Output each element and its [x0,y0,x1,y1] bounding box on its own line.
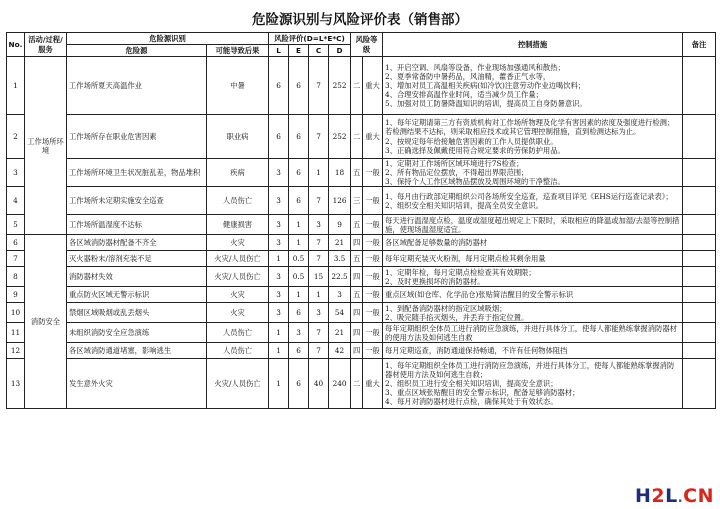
c-value: 7 [309,235,329,251]
measure-line: 4、合理安排高温作业时间，适当减少员工作量； [385,90,543,100]
risk-grade: 三 [351,187,363,215]
measure-line: 重点区域(如仓库、化学品仓)张贴简洁醒目的安全警示标识 [385,290,574,300]
table-row [7,115,716,159]
consequence-cell: 职业病 [207,115,269,159]
table-row [7,235,716,251]
remark-cell [683,343,716,359]
l-value: 6 [269,115,289,159]
measure-line: 2、及时更换损坏的消防器材。 [385,276,485,286]
d-value: 18 [329,159,351,187]
measure-line: 3、增加对员工高温相关疾病(如冷饮)注意劳动作业边喝饮料； [385,80,586,90]
measure-line: 2、组织安全相关知识培训，提高全员安全意识。 [385,200,543,210]
risk-level: 一般 [363,235,383,251]
table-row [7,323,716,343]
measure-line: 1、定期对工作场所区域环境进行7S检查； [385,159,524,168]
d-value: 240 [329,359,351,409]
remark-cell [683,267,716,287]
risk-level: 重大 [363,115,383,159]
measure-line: 2、组织员工进行安全相关知识培训，提高安全意识； [385,379,558,389]
d-value: 252 [329,57,351,115]
measure-line: 每天进行温湿度点检，温度或湿度超出规定上下限时，采取相应的降温或加湿/去湿等控制措施，使现场温湿度适宜。 [385,215,680,234]
measures-cell [383,267,683,287]
risk-grade: 四 [351,235,363,251]
e-value: 0.5 [289,251,309,267]
table-row [7,251,716,267]
measure-line: 1、到配备消防器材的指定区域吸烟； [385,303,507,313]
risk-grade: 五 [351,287,363,303]
hazard-cell: 各区域消防器材配备不齐全 [67,235,207,251]
row-no: 4 [7,187,25,215]
d-value: 22.5 [329,267,351,287]
header-row-1 [7,33,716,45]
consequence-cell: 火灾 [207,287,269,303]
table-row [7,303,716,323]
hazard-cell: 工作场所夏天高温作业 [67,57,207,115]
risk-level: 一般 [363,267,383,287]
risk-assessment-table [6,32,716,409]
risk-level: 一般 [363,159,383,187]
d-value: 126 [329,187,351,215]
measure-line: 5、加强对员工防暑降温知识的培训，提高员工自身防暑意识。 [385,99,587,109]
remark-cell [683,215,716,235]
measures-cell [383,323,683,343]
consequence-cell: 健康损害 [207,215,269,235]
table-row [7,159,716,187]
measure-line: 每年定期充装灭火粉剂，每月定期点检其剩余用量 [385,254,546,264]
risk-grade: 四 [351,343,363,359]
hazard-cell: 消防器材失效 [67,267,207,287]
l-value: 3 [269,159,289,187]
row-no: 3 [7,159,25,187]
consequence-cell: 中暑 [207,57,269,115]
remark-cell [683,287,716,303]
measures-cell [383,215,683,235]
consequence-cell: 火灾/人员伤亡 [207,251,269,267]
hazard-cell: 工作场所未定期实施安全巡查 [67,187,207,215]
l-value: 3 [269,187,289,215]
l-value: 1 [269,323,289,343]
remark-cell [683,159,716,187]
c-value: 7 [309,57,329,115]
measures-cell [383,115,683,159]
measure-line: 1、每年定期请第三方有资质机构对工作场所物理及化学有害因素的浓度及强度进行检测；若检测结果不达标，则采取相应技术或其它管理控制措施，直到检测达标为止。 [385,118,675,137]
risk-level: 一般 [363,303,383,323]
measure-line: 2、夏季常备防中暑药品，风油精，藿香正气水等， [385,71,551,81]
risk-level: 重大 [363,359,383,409]
table-row [7,187,716,215]
row-no: 6 [7,235,25,251]
c-value: 7 [309,251,329,267]
risk-grade: 二 [351,57,363,115]
risk-grade: 二 [351,115,363,159]
row-no: 9 [7,287,25,303]
hazard-cell: 发生意外火灾 [67,359,207,409]
hazard-cell: 工作场所温湿度不达标 [67,215,207,235]
header-remark: 备注 [683,33,716,57]
remark-cell [683,115,716,159]
l-value: 1 [269,343,289,359]
measure-line: 3、重点区域张贴醒目的安全警示标识，配备足够消防器材； [385,388,580,398]
consequence-cell: 人员伤亡 [207,187,269,215]
risk-level: 一般 [363,287,383,303]
remark-cell [683,235,716,251]
c-value: 15 [309,267,329,287]
e-value: 6 [289,303,309,323]
c-value: 3 [309,303,329,323]
l-value: 3 [269,287,289,303]
measures-cell [383,187,683,215]
d-value: 3 [329,287,351,303]
measure-line: 每年定期组织全体员工进行消防应急演练，并进行具体分工，使每人都能熟练掌握消防器材的使用方法及如何逃生自救 [385,323,677,342]
d-value: 21 [329,235,351,251]
row-no: 11 [7,323,25,343]
e-value: 1 [289,235,309,251]
header-e: E [289,45,309,57]
c-value: 7 [309,323,329,343]
measure-line: 2、按规定每年给接触危害因素的工作人员提供职业。 [385,136,558,146]
consequence-cell: 人员伤亡 [207,343,269,359]
risk-level: 一般 [363,343,383,359]
consequence-cell: 火灾 [207,303,269,323]
c-value: 1 [309,159,329,187]
risk-grade: 二 [351,359,363,409]
measure-line: 2、吸完随手掐灭烟头，并丢弃于指定位置。 [385,312,529,322]
risk-grade: 四 [351,267,363,287]
page-title: 危险源识别与风险评价表（销售部） [252,12,468,28]
header-level: 风险等级 [351,33,383,57]
remark-cell [683,303,716,323]
l-value: 6 [269,57,289,115]
measures-cell [383,343,683,359]
risk-level: 一般 [363,215,383,235]
measures-cell [383,303,683,323]
activity-group: 工作场所环境 [25,57,67,235]
d-value: 42 [329,343,351,359]
row-no: 2 [7,115,25,159]
remark-cell [683,187,716,215]
table-row [7,343,716,359]
consequence-cell: 火灾 [207,235,269,251]
hazard-cell: 灭火器粉末/溶剂充装不足 [67,251,207,267]
measure-line: 1、每月由行政部定期组织公司各场所安全巡查，巡查项目详见《EHS运行巡查记录表》； [385,191,673,201]
header-hazard-group: 危险源识别 [67,33,269,45]
consequence-cell: 火灾/人员伤亡 [207,267,269,287]
l-value: 3 [269,235,289,251]
measures-cell [383,235,683,251]
measure-line: 每月定期巡查，消防通道保持畅通，不许有任何物体阻挡 [385,346,568,356]
measure-line: 3、正确选择及佩戴使用符合规定要求的劳保防护用品。 [385,145,565,155]
hazard-cell: 各区域消防通道堵塞，影响逃生 [67,343,207,359]
row-no: 1 [7,57,25,115]
e-value: 6 [289,115,309,159]
header-d: D [329,45,351,57]
risk-grade: 五 [351,159,363,187]
measure-line: 3、保持个人工作区域物品摆放及周围环境的干净整洁。 [385,177,565,187]
c-value: 7 [309,343,329,359]
e-value: 6 [289,187,309,215]
risk-level: 一般 [363,187,383,215]
c-value: 3 [309,215,329,235]
table-row [7,57,716,115]
e-value: 6 [289,343,309,359]
consequence-cell: 火灾/人员伤亡 [207,359,269,409]
remark-cell [683,57,716,115]
e-value: 6 [289,159,309,187]
risk-grade: 五 [351,251,363,267]
measure-line: 1、每年定期组织全体员工进行消防应急演练，并进行具体分工，使每人都能熟练掌握消防器材使用方法及如何逃生自救； [385,361,675,380]
measure-line: 1、开启空调、风扇等设备，作业现场加强通风和散热； [385,62,565,72]
remark-cell [683,323,716,343]
table-row [7,359,716,409]
row-no: 5 [7,215,25,235]
e-value: 6 [289,359,309,409]
c-value: 40 [309,359,329,409]
activity-group: 消防安全 [25,235,67,409]
e-value: 3 [289,323,309,343]
hazard-cell: 工作场所环境卫生状况脏乱差，物品堆积 [67,159,207,187]
l-value: 1 [269,251,289,267]
measures-cell [383,287,683,303]
hazard-cell: 禁烟区域吸烟或乱丢烟头 [67,303,207,323]
d-value: 21 [329,323,351,343]
risk-level: 一般 [363,251,383,267]
watermark-logo: H2L.CN [634,485,714,507]
risk-level: 重大 [363,57,383,115]
hazard-cell: 工作场所存在职业危害因素 [67,115,207,159]
remark-cell [683,251,716,267]
e-value: 6 [289,57,309,115]
header-no: No. [7,33,25,57]
row-no: 10 [7,303,25,323]
d-value: 252 [329,115,351,159]
header-measures: 控制措施 [383,33,683,57]
l-value: 1 [269,359,289,409]
row-no: 13 [7,359,25,409]
row-no: 7 [7,251,25,267]
measures-cell [383,359,683,409]
measure-line: 各区域配备足够数量的消防器材 [385,238,488,248]
risk-grade: 四 [351,323,363,343]
c-value: 7 [309,187,329,215]
d-value: 3.5 [329,251,351,267]
measures-cell [383,251,683,267]
d-value: 9 [329,215,351,235]
l-value: 3 [269,303,289,323]
header-hazard: 危险源 [67,45,207,57]
e-value: 1 [289,287,309,303]
hazard-cell: 未组织消防安全应急演练 [67,323,207,343]
row-no: 8 [7,267,25,287]
table-row [7,267,716,287]
hazard-cell: 重点防火区域无警示标识 [67,287,207,303]
header-consequence: 可能导致后果 [207,45,269,57]
c-value: 1 [309,287,329,303]
measures-cell [383,57,683,115]
table-row [7,287,716,303]
measure-line: 1、定期年检，每月定期点检检查其有效期限； [385,267,536,277]
d-value: 54 [329,303,351,323]
e-value: 0.5 [289,267,309,287]
consequence-cell: 人员伤亡 [207,323,269,343]
header-c: C [309,45,329,57]
risk-level: 一般 [363,323,383,343]
risk-grade: 五 [351,215,363,235]
row-no: 12 [7,343,25,359]
measure-line: 4、每月对消防器材进行点检，确保其处于有效状态。 [385,397,558,407]
remark-cell [683,359,716,409]
header-l: L [269,45,289,57]
header-activity: 活动/过程/服务 [25,33,67,57]
risk-grade: 四 [351,303,363,323]
measures-cell [383,159,683,187]
header-risk-group: 风险评价(D=L*E*C) [269,33,351,45]
table-row [7,215,716,235]
c-value: 7 [309,115,329,159]
measure-line: 2、所有物品定位摆放，不得超出界限范围； [385,168,529,178]
e-value: 1 [289,215,309,235]
l-value: 3 [269,215,289,235]
consequence-cell: 疾病 [207,159,269,187]
l-value: 3 [269,267,289,287]
